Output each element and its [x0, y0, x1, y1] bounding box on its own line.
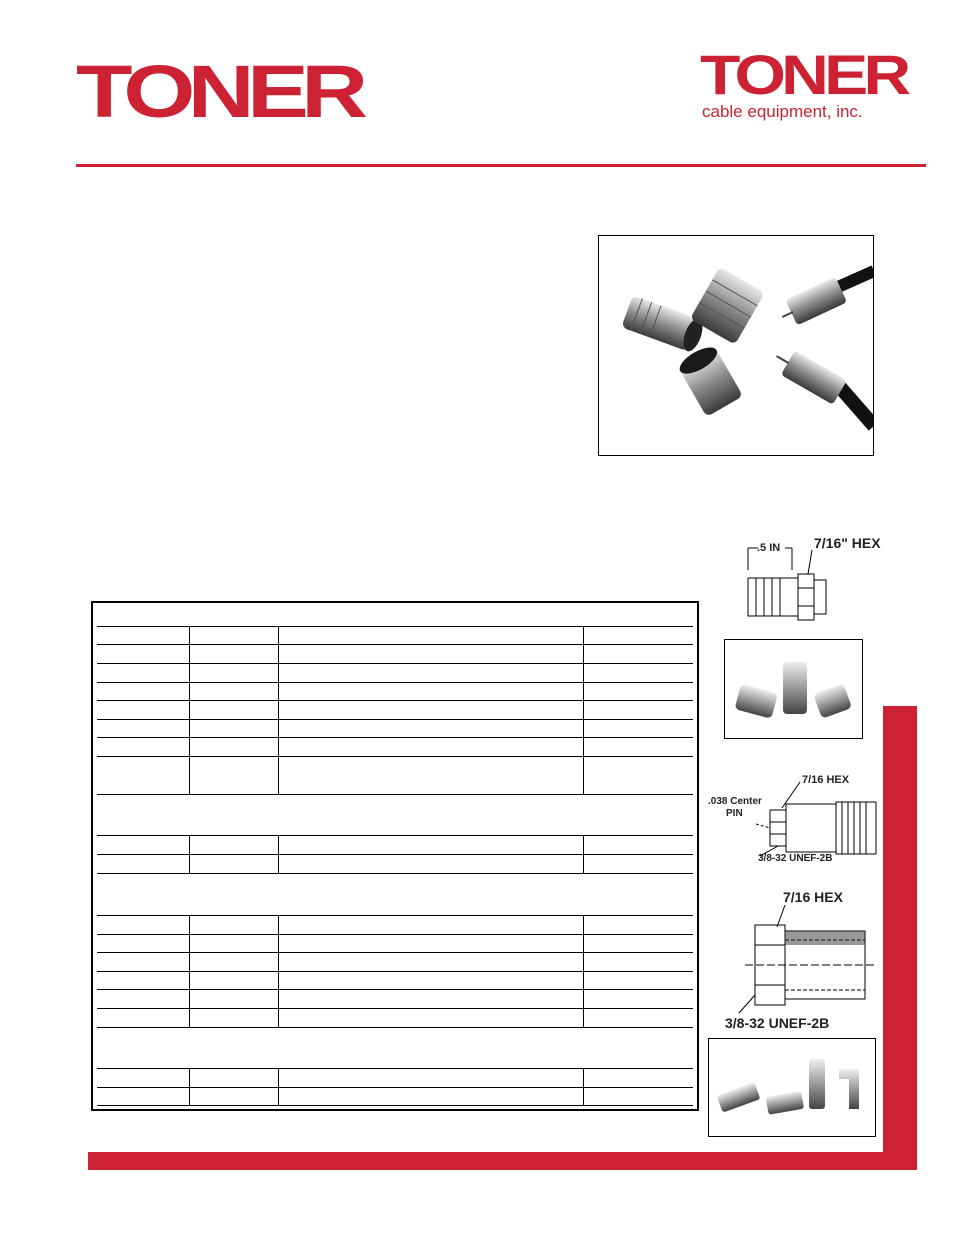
table-column-rule	[189, 1068, 190, 1105]
table-column-rule	[583, 626, 584, 794]
connector-diagram-3	[725, 885, 885, 1035]
table-rule	[97, 737, 693, 738]
table-column-rule	[189, 626, 190, 794]
table-rule	[97, 1105, 693, 1106]
table-column-rule	[278, 1068, 279, 1105]
table-column-rule	[583, 835, 584, 873]
diagram2-pin-label-2: PIN	[726, 808, 743, 819]
connector-diagram-2	[700, 768, 890, 868]
header-rule	[76, 164, 926, 167]
table-rule	[97, 644, 693, 645]
table-rule	[97, 1087, 693, 1088]
table-rule	[97, 1008, 693, 1009]
table-rule	[97, 1027, 693, 1028]
product-photo-fittings	[724, 639, 863, 739]
table-rule	[97, 835, 693, 836]
table-rule	[97, 1068, 693, 1069]
connector-diagram-1	[730, 530, 890, 630]
diagram1-length-label: .5 IN	[757, 542, 781, 554]
table-rule	[97, 854, 693, 855]
table-column-rule	[583, 915, 584, 1027]
table-rule	[97, 682, 693, 683]
table-rule	[97, 700, 693, 701]
product-photo-right-angle	[708, 1038, 876, 1137]
red-accent-bar-bottom	[88, 1152, 917, 1170]
table-rule	[97, 756, 693, 757]
table-column-rule	[278, 835, 279, 873]
table-column-rule	[278, 915, 279, 1027]
toner-logo-left: TONER	[76, 50, 361, 133]
diagram2-hex-label: 7/16 HEX	[802, 774, 850, 786]
table-column-rule	[189, 915, 190, 1027]
table-rule	[97, 794, 693, 795]
diagram1-hex-label: 7/16" HEX	[814, 535, 881, 551]
diagram2-pin-label-1: .038 Center	[708, 796, 762, 807]
table-rule	[97, 663, 693, 664]
table-column-rule	[583, 1068, 584, 1105]
table-rule	[97, 934, 693, 935]
table-rule	[97, 971, 693, 972]
table-rule	[97, 719, 693, 720]
table-rule	[97, 626, 693, 627]
table-rule	[97, 873, 693, 874]
table-rule	[97, 952, 693, 953]
table-column-rule	[278, 626, 279, 794]
toner-logo-right-subtitle: cable equipment, inc.	[702, 102, 863, 121]
diagram3-thread-label: 3/8-32 UNEF-2B	[725, 1015, 830, 1031]
specification-table	[91, 601, 699, 1111]
product-photo-connectors	[598, 235, 874, 456]
diagram3-hex-label: 7/16 HEX	[783, 889, 843, 905]
toner-logo-right	[700, 43, 907, 122]
diagram2-thread-label: 3/8-32 UNEF-2B	[758, 853, 833, 864]
red-accent-bar-right	[883, 706, 917, 1170]
table-rule	[97, 989, 693, 990]
toner-logo-right-word: TONER	[700, 43, 907, 106]
table-rule	[97, 915, 693, 916]
table-column-rule	[189, 835, 190, 873]
